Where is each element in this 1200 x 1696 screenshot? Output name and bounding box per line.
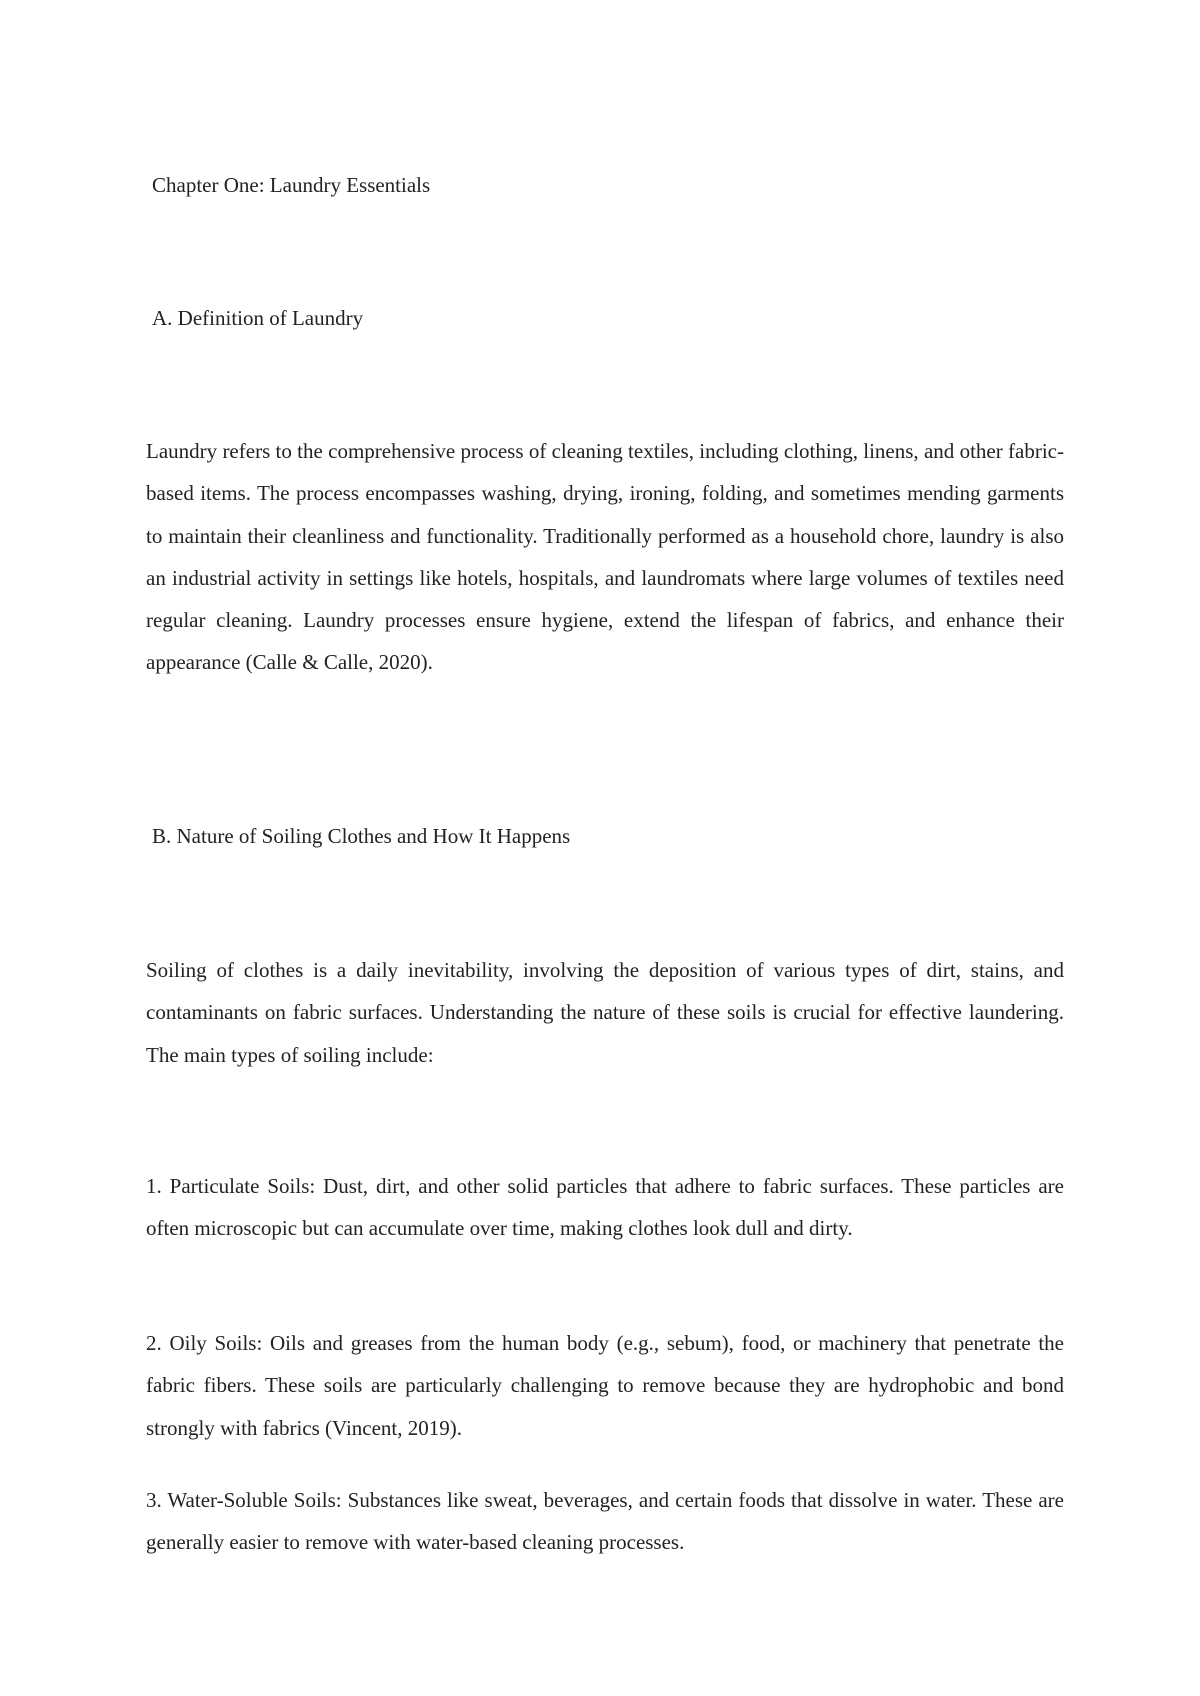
section-a-heading: A. Definition of Laundry <box>152 306 364 330</box>
list-item-water-soluble-soils: 3. Water-Soluble Soils: Substances like sweat, beverages, and certain foods that dissolve in water. These are generally easier to remove with water-based cleaning processes. <box>146 1488 1064 1555</box>
list-item-particulate-soils: 1. Particulate Soils: Dust, dirt, and other solid particles that adhere to fabric surfaces. These particles are often microscopic but can accumulate over time, making clothes look dull and dirty. <box>146 1174 1064 1241</box>
section-b-paragraph: Soiling of clothes is a daily inevitability, involving the deposition of various types of dirt, stains, and contaminants on fabric surfaces. Understanding the nature of these soils is crucial for effective laundering. The main types of soiling include: <box>146 958 1064 1067</box>
section-a-paragraph: Laundry refers to the comprehensive process of cleaning textiles, including clothing, linens, and other fabric-based items. The process encompasses washing, drying, ironing, folding, and sometimes mending garments to maintain their cleanliness and functionality. Traditionally performed as a household chore, laundry is also an industrial activity in settings like hotels, hospitals, and laundromats where large volumes of textiles need regular cleaning. Laundry processes ensure hygiene, extend the lifespan of fabrics, and enhance their appearance (Calle & Calle, 2020). <box>146 439 1064 675</box>
section-b-heading: B. Nature of Soiling Clothes and How It Happens <box>152 824 571 848</box>
chapter-title: Chapter One: Laundry Essentials <box>152 173 431 197</box>
list-item-oily-soils: 2. Oily Soils: Oils and greases from the human body (e.g., sebum), food, or machinery that penetrate the fabric fibers. These soils are particularly challenging to remove because they are hydrophobic and bond strongly with fabrics (Vincent, 2019). <box>146 1331 1064 1440</box>
